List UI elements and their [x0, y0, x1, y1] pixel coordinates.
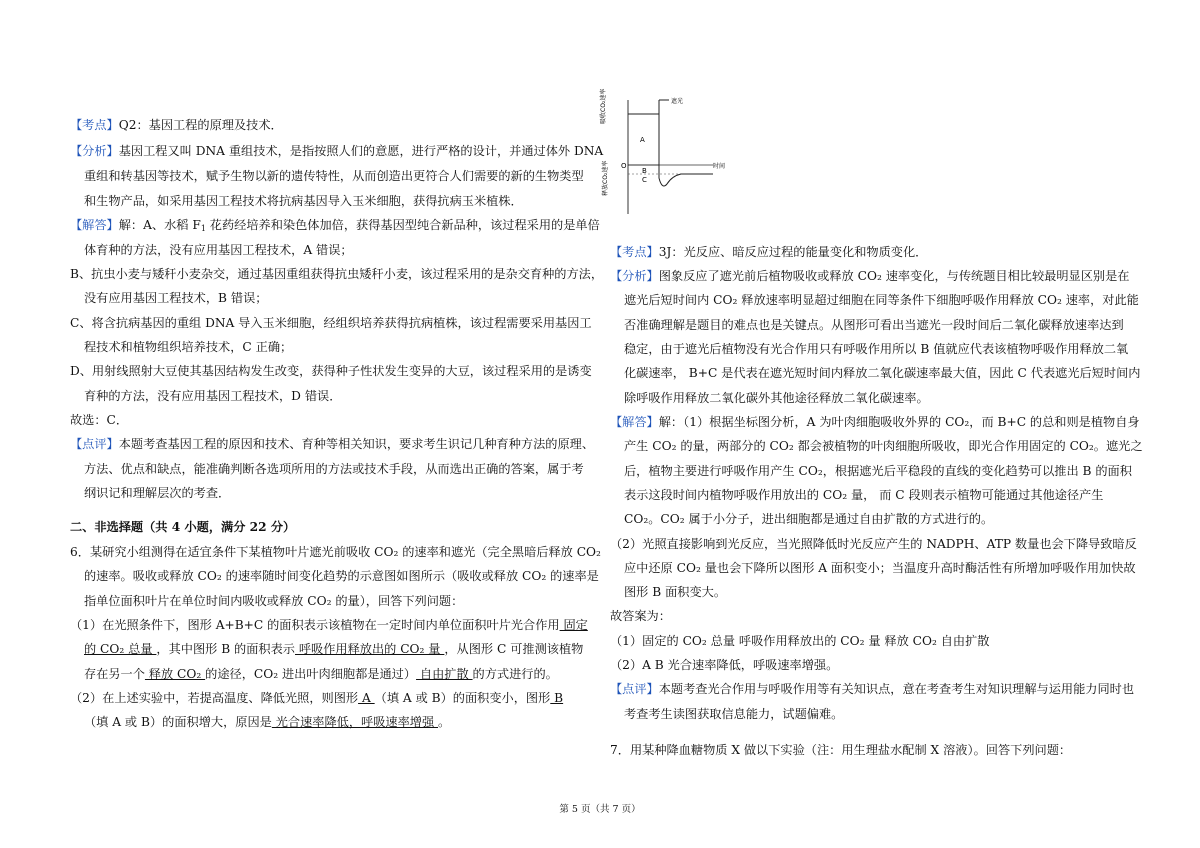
- kaodian-text: Q2：基因工程的原理及技术．: [118, 118, 283, 132]
- q6-line-3: 指单位面积叶片在单位时间内吸收或释放 CO₂ 的量），回答下列问题：: [84, 594, 464, 608]
- r-dianping-text-1: 本题考查光合作用与呼吸作用等有关知识点，意在考查考生对知识理解与运用能力同时也: [658, 682, 1135, 696]
- r-fenxi-line: [610, 268, 1129, 284]
- r-jieda-line: [610, 414, 1140, 430]
- r-kaodian-text: 3J：光反应、暗反应过程的能量变化和物质变化．: [658, 245, 928, 259]
- jieda-subscript: 1: [200, 224, 206, 233]
- jieda-text-1a: 解：A、水稻 F: [118, 218, 201, 232]
- dianping-line: [70, 436, 594, 452]
- q6-answer-reason: 光合速率降低，呼吸速率增强: [271, 715, 439, 729]
- q6-part2-text-3: （填 A 或 B）的面积增大，原因是: [84, 715, 272, 729]
- dianping-text-2: 方法、优点和缺点，能准确判断各选项所用的方法或技术手段，从而选出正确的答案，属于考: [84, 462, 584, 476]
- option-c-line-1: C、将含抗病基因的重组 DNA 导入玉米细胞，经组织培养获得抗病植株，该过程需要采用基因工: [70, 316, 592, 330]
- r-jieda-text-3: 后，植物主要进行呼吸作用产生 CO₂，根据遮光后平稳段的直线的变化趋势可以推出 B 的面积: [624, 464, 1132, 478]
- kaodian-line: [70, 117, 283, 133]
- kaodian-tag: 【考点】: [70, 118, 119, 132]
- dianping-tag: 【点评】: [70, 437, 119, 451]
- q6-answer-a: A: [358, 691, 375, 705]
- q6-part1-text-1: （1）在光照条件下，图形 A+B+C 的面积表示该植物在一定时间内单位面积叶片光合作用: [70, 618, 560, 632]
- q7-line: 7．用某种降血糖物质 X 做以下实验（注：用生理盐水配制 X 溶液）。回答下列问题：: [610, 743, 1072, 757]
- time-label: 时间: [713, 163, 726, 170]
- q6-answer-fixed: 固定: [559, 618, 588, 632]
- r-jieda-text-7: 应中还原 CO₂ 量也会下降所以图形 A 面积变小；当温度升高时酶活性有所增加呼吸作用加快故: [624, 561, 1136, 575]
- r-fenxi-text-2: 遮光后短时间内 CO₂ 释放速率明显超过细胞在同等条件下细胞呼吸作用释放 CO₂ 速率，对此能: [624, 293, 1139, 307]
- co2-rate-diagram: [600, 88, 789, 216]
- answer-line-2: （2）A B 光合速率降低，呼吸速率增强。: [610, 658, 839, 672]
- jieda-line: [70, 217, 600, 233]
- r-jieda-text-2: 产生 CO₂ 的量，两部分的 CO₂ 都会被植物的叶肉细胞所吸收，即光合作用固定的 CO₂。遮光之: [624, 439, 1143, 453]
- q6-answer-respiration: 呼吸作用释放出的 CO₂ 量: [294, 642, 445, 656]
- co2-rate-figure: [600, 88, 789, 216]
- q6-part1-text-3: ，从图形 C 可推测该植物: [444, 642, 584, 656]
- fenxi-text-2: 重组和转基因等技术，赋予生物以新的遗传特性，从而创造出更符合人们需要的新的生物类型: [84, 169, 584, 183]
- option-c-line-2: 程技术和植物组织培养技术，C 正确；: [84, 340, 293, 354]
- q6-part2-text-1: （2）在上述实验中，若提高温度、降低光照，则图形: [70, 691, 359, 705]
- option-d-line-2: 育种的方法，没有应用基因工程技术，D 错误．: [84, 389, 342, 403]
- r-jieda-text-6: （2）光照直接影响到光反应，当光照降低时光反应产生的 NADPH、ATP 数量也会下降导致暗反: [610, 537, 1137, 551]
- dianping-text-1: 本题考查基因工程的原因和技术、育种等相关知识，要求考生识记几种育种方法的原理、: [118, 437, 595, 451]
- q6-part2-text-2: （填 A 或 B）的面积变小，图形: [374, 691, 551, 705]
- option-d-line-1: D、用射线照射大豆使其基因结构发生改变，获得种子性状发生变异的大豆，该过程采用的是诱变: [70, 364, 592, 378]
- q6-part1-line-3: [84, 666, 558, 682]
- r-fenxi-text-3: 否准确理解是题目的难点也是关键点。从图形可看出当遮光一段时间后二氧化碳释放速率达到: [624, 318, 1124, 332]
- q6-answer-b: B: [550, 691, 564, 705]
- q6-part1-line-2: [84, 641, 583, 657]
- q6-part1-text-6: 的方式进行的。: [472, 667, 558, 681]
- q6-part2-line-1: [70, 690, 563, 706]
- q6-line-2: 的速率。吸收或释放 CO₂ 的速率随时间变化趋势的示意图如图所示（吸收或释放 CO₂ 的速率是: [84, 569, 599, 583]
- r-jieda-tag: 【解答】: [610, 415, 659, 429]
- guxuan-line: 故选：C．: [70, 413, 129, 427]
- dianping-text-3: 纲识记和理解层次的考查．: [84, 486, 231, 500]
- fenxi-tag: 【分析】: [70, 144, 119, 158]
- section-title: 二、非选择题（共 4 小题，满分 22 分）: [70, 520, 296, 534]
- r-jieda-text-8: 图形 B 面积变大。: [624, 585, 727, 599]
- fenxi-text-1: 基因工程又叫 DNA 重组技术，是指按照人们的意愿，进行严格的设计，并通过体外 DNA: [118, 144, 604, 158]
- q6-part1-text-5: 的途径，CO₂ 进出叶肉细胞都是通过）: [205, 667, 417, 681]
- shade-label: 遮光: [671, 98, 684, 105]
- r-kaodian-tag: 【考点】: [610, 245, 659, 259]
- r-dianping-line: [610, 681, 1134, 697]
- option-b-line-2: 没有应用基因工程技术，B 错误；: [84, 291, 268, 305]
- q6-part2-text-4: 。: [438, 715, 451, 729]
- r-dianping-text-2: 考查考生读图获取信息能力，试题偏难。: [624, 707, 844, 721]
- y-bottom-label: 释放CO₂速率: [602, 160, 609, 196]
- fenxi-line: [70, 143, 603, 159]
- answer-line-1: （1）固定的 CO₂ 总量 呼吸作用释放出的 CO₂ 量 释放 CO₂ 自由扩散: [610, 634, 990, 648]
- q6-answer-release-co2: 释放 CO₂: [144, 667, 206, 681]
- region-a-label: A: [640, 136, 645, 144]
- r-kaodian-line: [610, 244, 927, 260]
- jieda-text-1b: 花药经培养和染色体加倍，获得基因型纯合新品种，该过程采用的是单倍: [205, 218, 600, 232]
- page-footer: 第 5 页（共 7 页）: [559, 804, 641, 815]
- q6-part1-text-2: ，其中图形 B 的面积表示: [156, 642, 295, 656]
- q6-part1-text-4: 存在另一个: [84, 667, 145, 681]
- origin-label: O: [621, 162, 627, 170]
- q6-answer-diffusion: 自由扩散: [416, 667, 473, 681]
- r-jieda-text-4: 表示这段时间内植物呼吸作用放出的 CO₂ 量， 而 C 段则表示植物可能通过其他途径产生: [624, 488, 1104, 502]
- jieda-text-2: 体育种的方法，没有应用基因工程技术，A 错误；: [84, 243, 353, 257]
- r-fenxi-text-1: 图象反应了遮光前后植物吸收或释放 CO₂ 速率变化，与传统题目相比较最明显区别是在: [658, 269, 1130, 283]
- q6-line-1: 6．某研究小组测得在适宜条件下某植物叶片遮光前吸收 CO₂ 的速率和遮光（完全黑暗后释放 CO₂: [70, 545, 601, 559]
- r-jieda-text-5: CO₂。CO₂ 属于小分子，进出细胞都是通过自由扩散的方式进行的。: [624, 512, 994, 526]
- r-fenxi-text-5: 化碳速率， B+C 是代表在遮光短时间内释放二氧化碳速率最大值，因此 C 代表遮光后短时间内: [624, 366, 1141, 380]
- r-fenxi-text-4: 稳定，由于遮光后植物没有光合作用只有呼吸作用所以 B 值就应代表该植物呼吸作用释放二氧: [624, 342, 1129, 356]
- fenxi-text-3: 和生物产品，如采用基因工程技术将抗病基因导入玉米细胞，获得抗病玉米植株．: [84, 194, 523, 208]
- r-dianping-tag: 【点评】: [610, 682, 659, 696]
- r-fenxi-text-6: 除呼吸作用释放二氧化碳外其他途径释放二氧化碳速率。: [624, 391, 929, 405]
- r-jieda-text-1: 解：（1）根据坐标图分析，A 为叶肉细胞吸收外界的 CO₂，而 B+C 的总和则是植物自身: [658, 415, 1140, 429]
- r-fenxi-tag: 【分析】: [610, 269, 659, 283]
- q6-part2-line-2: [84, 714, 450, 730]
- y-top-label: 吸收CO₂速率: [600, 88, 607, 124]
- region-c-label: C: [642, 176, 647, 184]
- q6-answer-co2-total: 的 CO₂ 总量: [84, 642, 157, 656]
- answer-title: 故答案为：: [610, 609, 671, 623]
- region-b-label: B: [642, 167, 647, 175]
- q6-part1-line-1: [70, 617, 588, 633]
- jieda-tag: 【解答】: [70, 218, 119, 232]
- option-b-line-1: B、抗虫小麦与矮秆小麦杂交，通过基因重组获得抗虫矮秆小麦，该过程采用的是杂交育种的方法，: [70, 267, 604, 281]
